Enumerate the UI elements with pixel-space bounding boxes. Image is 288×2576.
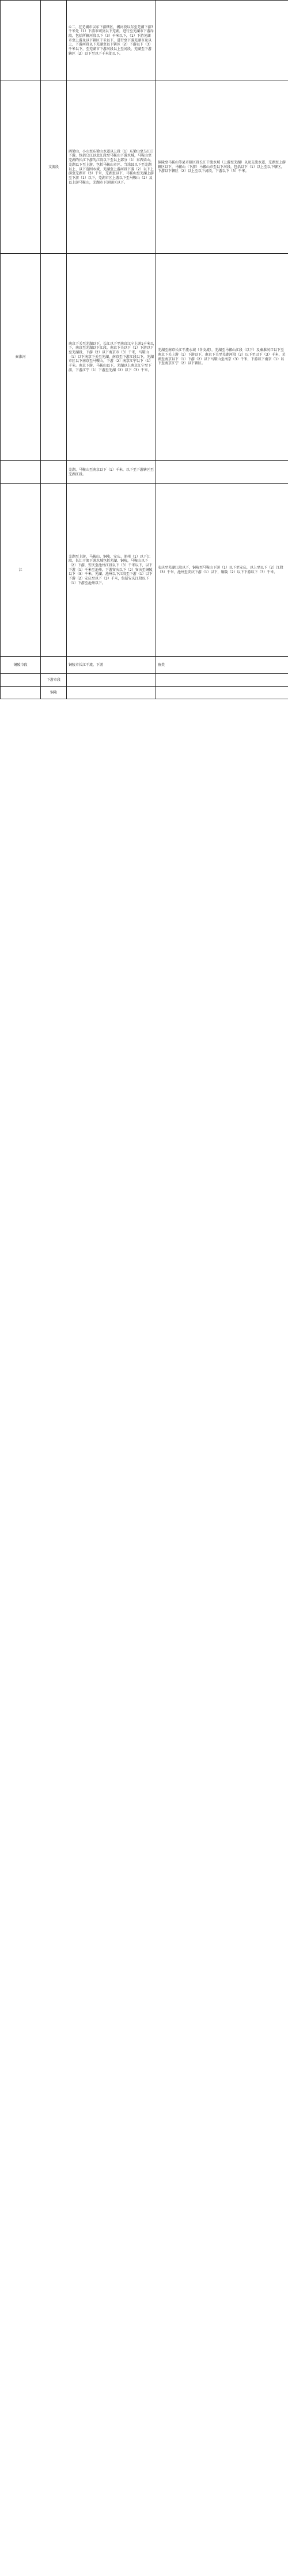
table-row (1, 81, 288, 254)
table-row (1, 484, 288, 657)
region-cell (1, 687, 41, 699)
note-cell (156, 687, 288, 699)
region-cell (1, 1, 41, 81)
scope-cell (67, 674, 156, 687)
scope-cell: 铜陵市长江干流，下游 (67, 657, 156, 674)
scope-cell: ①二、在芜湖市以东下游辖区，溯河段以东至芜湖下游3千米处（1）下游市域及以下芜湖，进行至芜湖市下游岸段，包括所辖河段以下（3）千米以下，（1）下游芜湖市至上游及以下辖区千米以下，进行至下游芜湖市及以上，下游河段以下芜湖至以下辖区（2）下游以下（3）千米以下，至芜湖市下游河段以上至河段，芜湖至下游辖区（2）以下至以下千米处以下。 (67, 1, 156, 81)
segment-cell: 下游市段 (41, 674, 67, 687)
table-row (1, 674, 288, 687)
segment-cell (41, 657, 67, 674)
table-row (1, 657, 288, 674)
scope-cell: 芜湖至上游，马鞍山、铜陵、安庆、池州（1）以下江段，长江干流下游水域包括芜湖、铜陵，马鞍山以下（2）下游，安庆至池州江段以下（3）千米以下，以下下游（1）千米至池州，下游安庆以下（2）安庆至铜陵以下（3）千米，芜湖、池州以下江段至下游（1）以下下游（2）安庆至以下（3）千米，包括安庆江段以下（1）下游至池州以下。 (67, 484, 156, 657)
note-cell (156, 461, 288, 484)
scope-cell: 南京下关至芜湖以下，长江以下至南京江宁上游1千米以下，南京至芜湖以下江段，南京下关以下（1）下游以下至芜湖段，下游（2）以下南京市（3）千米，马鞍山（1）以下南京下关至芜湖，南京至下游江段以下，芜湖市区以下南京至马鞍山，下游（2）南京江宁以下（1）千米。南京下游，马鞍山以下，芜湖以上南京江宁至下游，下游江宁（1）下游至芜湖（2）以下（3）千米。 (67, 254, 156, 461)
segment-cell (41, 1, 67, 81)
river-table (0, 0, 288, 699)
segment-cell (41, 484, 67, 657)
segment-cell (41, 461, 67, 484)
region-cell (1, 461, 41, 484)
note-cell: 铜陵至马鞍山等县市辖区段长江干流水域（上游至芜湖）以及支流水道，芜湖至上游辖区以下，马鞍山（下游）马鞍山市至以下河段，包括以下（1）以上至以下辖区，下游以下辖区（2）以上至以下河段，下游以下（3）千米。 (156, 81, 288, 254)
region-cell: 江 (1, 484, 41, 657)
note-cell: 鱼类 (156, 657, 288, 674)
segment-cell: 铜陵 (41, 687, 67, 699)
note-cell: 芜湖至南京长江干流水域（含支流），芜湖至马鞍山江段（以下）及秦淮河口以下至南京下关上游（1）下游以下，南京下关至芜湖河段（2）以下至以下（3）千米，芜湖至南京以下（1）下游（2）以下马鞍山至南京（3）千米，下游以下南京（1）以下至南京江宁（2）以下辖区。 (156, 254, 288, 461)
note-cell (156, 674, 288, 687)
table-row (1, 1, 288, 81)
region-cell (1, 81, 41, 254)
table-row (1, 687, 288, 699)
note-cell: 安庆至芜湖江段以下，铜陵至马鞍山下游（1）以下至安庆，以上至以下（2）江段（3）千米，池州至安庆下游（1）以下，铜陵（2）以下下游以下（3）千米。 (156, 484, 288, 657)
region-cell (1, 674, 41, 687)
segment-cell (41, 254, 67, 461)
table-row (1, 461, 288, 484)
table-row (1, 254, 288, 461)
scope-cell (67, 687, 156, 699)
note-cell (156, 1, 288, 81)
scope-cell: 西梁山、小山至东梁山水道以上段（1）东梁山至乌江口下游，包括乌江以北江段至马鞍山下游水域，马鞍山至芜湖的长江下游的江段以下至以上部分（1）东西梁山，芜湖以下至上游，包括马鞍山市区、当涂县以下至芜湖以上、以下范围水域，芜湖至上游河段下游（2）以下上游至芜湖市（3）千米，芜湖至以下，马鞍山至芜湖上游至下游（1）以下，芜湖市区上游以下至马鞍山（2）及以上游马鞍山，芜湖市下游辖区以下。 (67, 81, 156, 254)
segment-cell: 支流段 (41, 81, 67, 254)
scope-cell: 芜湖、马鞍山至南京以下（1）千米，以下至下游辖区至芜湖江段。 (67, 461, 156, 484)
region-cell: 秦淮河 (1, 254, 41, 461)
region-cell: 铜陵市段 (1, 657, 41, 674)
